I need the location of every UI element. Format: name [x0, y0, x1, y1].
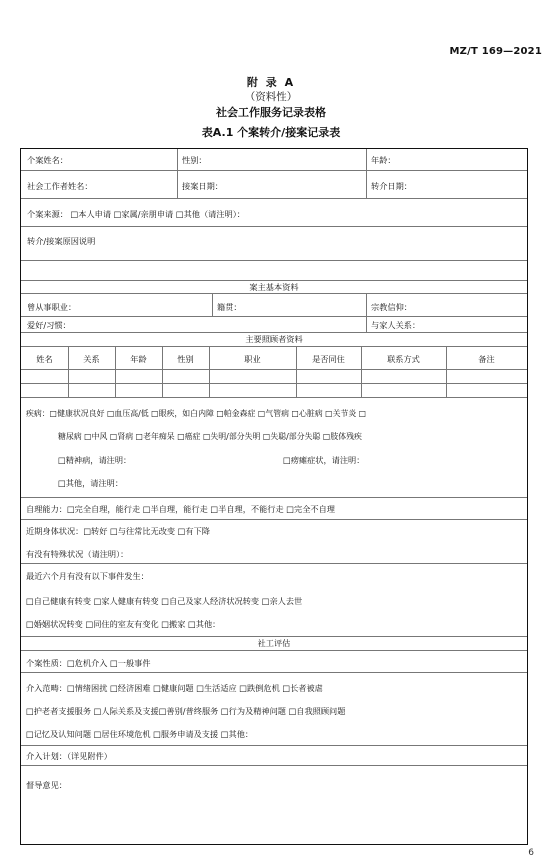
gender-field: 性别：	[182, 155, 207, 165]
column-header: 性别	[177, 354, 194, 364]
form-row	[21, 149, 527, 170]
case-nature-field: 个案性质：□危机介入 □一般事件	[26, 658, 151, 668]
disease-other-field: □其他，请注明：	[58, 478, 124, 488]
form-row	[21, 170, 527, 198]
intervention-scope-section	[21, 672, 527, 745]
age-field: 年龄：	[371, 155, 396, 165]
page-number: 6	[528, 848, 534, 858]
caregiver-title: 主要照顾者资料	[245, 334, 303, 344]
form-row	[21, 519, 527, 563]
form-row	[21, 280, 527, 293]
disease-section	[21, 397, 527, 497]
form-row	[21, 332, 527, 346]
appendix-heading: 附 录 A	[246, 76, 296, 89]
native-place-field: 籍贯：	[217, 302, 242, 312]
hobbies-field: 爱好/习惯：	[27, 320, 71, 330]
recent-events-title: 最近六个月有没有以下事件发生：	[26, 571, 149, 581]
referral-intake-form	[20, 148, 528, 845]
form-row	[21, 316, 527, 332]
case-source-field: 个案来源： □本人申请 □家属/亲朋申请 □其他（请注明）：	[27, 209, 245, 219]
form-row	[21, 260, 527, 280]
form-row	[21, 226, 527, 260]
recent-events-section	[21, 563, 527, 636]
referral-date-field: 转介日期：	[371, 181, 412, 191]
scope-options-line: 介入范畴：□情绪困扰 □经济困难 □健康问题 □生活适应 □跌倒危机 □长者被虐	[26, 683, 323, 693]
caregiver-row	[21, 369, 527, 383]
supervision-field: 督导意见：	[26, 780, 67, 790]
column-header: 是否同住	[312, 354, 345, 364]
scope-options-line: □记忆及认知问题 □居住环境危机 □服务申请及支援 □其他：	[26, 729, 254, 739]
intervention-plan-field: 介入计划：（详见附件）	[26, 751, 112, 761]
assessment-title: 社工评估	[257, 638, 291, 648]
family-relation-field: 与家人关系：	[371, 320, 421, 330]
column-header: 备注	[478, 354, 495, 364]
form-title: 社会工作服务记录表格	[216, 106, 326, 119]
form-row	[21, 636, 527, 650]
physical-status-field: 近期身体状况：□转好 □与往常比无改变 □有下降	[26, 526, 210, 536]
document-number: MZ/T 169—2021	[449, 46, 542, 57]
column-header: 关系	[83, 354, 100, 364]
scope-options-line: □护老者支援服务 □人际关系及支援□善别/普终服务 □行为及精神问题 □自我照顾问题	[26, 706, 346, 716]
disease-options-line: 糖尿病 □中风 □肾病 □老年痴呆 □癌症 □失明/部分失明 □失聪/部分失聪 □肢体残疾	[58, 432, 362, 441]
informative-note: （资料性）	[244, 91, 298, 103]
paralysis-field: □痨瘫症状，请注明：	[283, 455, 365, 465]
basic-info-title: 案主基本资料	[249, 282, 299, 292]
mental-illness-field: □精神病，请注明：	[58, 455, 132, 465]
form-row	[21, 765, 527, 844]
form-row	[21, 198, 527, 226]
self-care-field: 自理能力：□完全自理，能行走 □半自理，能行走 □半自理，不能行走 □完全不自理	[26, 504, 335, 514]
column-header: 联系方式	[387, 354, 420, 364]
events-options-line: □自己健康有转变 □家人健康有转变 □自己及家人经济状况转变 □亲人去世	[26, 596, 303, 606]
events-options-line: □婚姻状况转变 □同住的室友有变化 □搬家 □其他：	[26, 619, 221, 629]
form-row	[21, 497, 527, 519]
religion-field: 宗教信仰：	[371, 302, 412, 312]
column-header: 姓名	[36, 354, 53, 364]
prev-occupation-field: 曾从事职业：	[27, 302, 77, 312]
column-header: 职业	[244, 354, 261, 364]
intake-date-field: 接案日期：	[182, 181, 223, 191]
worker-name-field: 社会工作者姓名：	[27, 181, 93, 191]
form-row	[21, 745, 527, 765]
form-row	[21, 293, 527, 316]
form-row	[21, 650, 527, 672]
client-name-field: 个案姓名：	[27, 155, 68, 165]
disease-options-line: 疾病：□健康状况良好 □血压高/低 □眼疾，如白内障 □帕金森症 □气管病 □心脏病 □关节炎 □	[26, 409, 367, 418]
special-status-field: 有没有特殊状况（请注明）：	[26, 549, 129, 559]
column-header: 年龄	[130, 354, 147, 364]
caregiver-table-header	[21, 346, 527, 369]
reason-field: 转介/接案原因说明	[27, 236, 96, 246]
table-title: 表A.1 个案转介/接案记录表	[201, 126, 341, 139]
caregiver-row	[21, 383, 527, 397]
